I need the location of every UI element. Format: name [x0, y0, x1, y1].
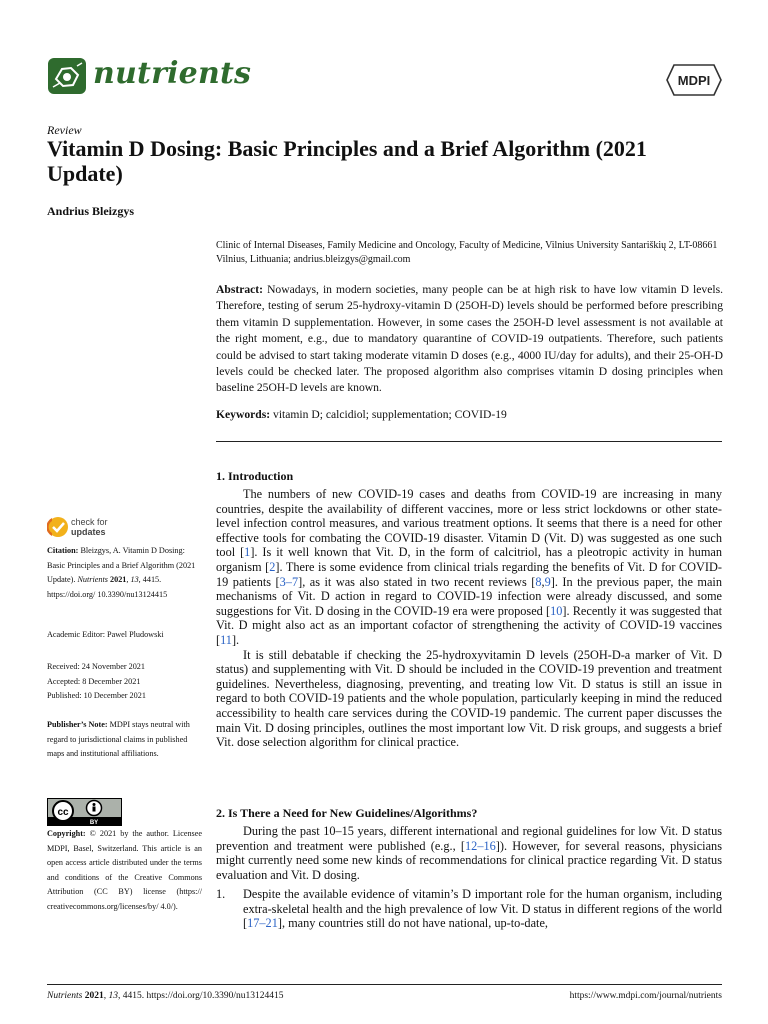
- section-heading-introduction: 1. Introduction: [216, 469, 294, 483]
- check-updates-icon: [47, 515, 69, 539]
- intro-paragraph-2: It is still debatable if checking the 25-hydroxyvitamin D levels (25OH-D-a marker of Vit. D status) and supplementing with Vit. D should be included in the COVID-19 prevention and treatment guidelines. Nevertheless, diagnosing, preventing, and treating low Vit. D status is still an issue in regard to both COVID-19 patients and the whole population, particularly keeping in mind the reduced accessibility to health care services during the COVID-19 pandemic. The current paper discusses the main Vit. D dosing principles, outlines the most important low Vit. D risk groups, and suggests a brief Vit. dose selection algorithm for clinical practice.: [216, 647, 722, 750]
- article-title: Vitamin D Dosing: Basic Principles and a Brief Algorithm (2021 Update): [47, 136, 647, 186]
- check-for-updates-button[interactable]: [47, 515, 142, 539]
- cc-by-icon: [48, 799, 121, 825]
- list-number: 1.: [216, 887, 226, 901]
- citation-link[interactable]: 3–7: [279, 574, 299, 589]
- svg-text:MDPI: MDPI: [677, 73, 711, 88]
- abstract-text: Nowadays, in modern societies, many people can be at high risk to have low vitamin D levels. Therefore, testing of serum 25-hydroxy-vitamin D (25OH-D) levels should be performed before prescribing them vitamin D supplementation. However, in some cases the 25OH-D level assessment is not available at the right moment, e.g., due to mandatory quarantine of COVID-19 outpatients. Therefore, such patients could be advised to start taking moderate vitamin D doses (e.g., 4000 IU/day for adults), and their 25-OH-D levels could be checked later. The proposed algorithm also comprises vitamin D dosing principles when baseline 25OH-D levels are known.: [216, 283, 723, 395]
- received-date: Received: 24 November 2021: [47, 662, 145, 671]
- published-date: Published: 10 December 2021: [47, 691, 146, 701]
- svg-text:BY: BY: [89, 820, 99, 825]
- footer-journal-url[interactable]: https://www.mdpi.com/journal/nutrients: [569, 991, 722, 1001]
- intro-paragraph-1: The numbers of new COVID-19 cases and deaths from COVID-19 are increasing in many countries, despite the availability of different vaccines, more or less strict lockdowns or other state-level infection control measures, and various treatment options. It seems that there is a need for other effective tools for combating the COVID-19 disaster. Vitamin D (Vit. D) was suggested as one such tool [1]. Is it well known that Vit. D, in the form of calcitriol, has a pleotropic activity in human organism [2]. There is some evidence from clinical trials regarding the benefits of Vit. D for COVID-19 patients [3–7], as it was also stated in two recent reviews [8,9]. In the previous paper, the main mechanisms of Vit. D action in regard to COVID-19 infection were already discussed, and some suggestions for Vit. D dosing in the COVID-19 era were proposed [10]. Recently it was suggested that Vit. D might also act as an important cofactor of strengthening the activity of COVID-19 vaccines [11].: [216, 487, 723, 647]
- journal-logo-icon: [47, 57, 87, 95]
- author-name: Andrius Bleizgys: [47, 204, 135, 218]
- list-item-text: Despite the available evidence of vitamin’s D important role for the human organism, including extra-skeletal health and the high prevalence of low Vit. D status in different regions of the world [17–21], many countries still do not have national, up-to-date,: [243, 887, 722, 931]
- footer-citation: Nutrients 2021, 13, 4415. https://doi.org/10.3390/nu13124415: [47, 991, 284, 1001]
- abstract-label: Abstract:: [216, 283, 264, 296]
- svg-text:cc: cc: [57, 807, 69, 818]
- citation-link[interactable]: 17–21: [247, 916, 278, 931]
- section-heading-guidelines: 2. Is There a Need for New Guidelines/Algorithms?: [216, 806, 478, 820]
- guidelines-body: [216, 824, 722, 882]
- article-type: Review: [47, 123, 82, 137]
- copyright-block: Copyright: © 2021 by the author. Licensee MDPI, Basel, Switzerland. This article is an open access article distributed under the terms and conditions of the Creative Commons Attribution (CC BY) license (https:// creativecommons.org/licenses/by/ 4.0/).: [47, 829, 203, 911]
- citation-link[interactable]: 2: [269, 559, 276, 574]
- numbered-list-item: [216, 887, 722, 931]
- citation-link[interactable]: 9: [544, 574, 551, 589]
- mdpi-logo-icon: [666, 63, 722, 97]
- keywords-label: Keywords:: [216, 408, 271, 421]
- citation-block: Citation: Bleizgys, A. Vitamin D Dosing: Basic Principles and a Brief Algorithm (2021 Update). Nutrients 2021, 13, 4415. https://doi.org/ 10.3390/nu13124415: [47, 546, 196, 599]
- journal-name: nutrients: [93, 56, 252, 91]
- citation-link[interactable]: 11: [220, 632, 232, 647]
- cc-license-badge[interactable]: [47, 798, 122, 826]
- check-updates-line1: check for: [71, 517, 108, 527]
- publisher-note: Publisher’s Note: MDPI stays neutral with regard to jurisdictional claims in published maps and institutional affiliations.: [47, 720, 190, 759]
- citation-link[interactable]: 10: [550, 603, 563, 618]
- citation-link[interactable]: 12–16: [465, 838, 496, 853]
- dates-block: [47, 660, 202, 704]
- citation-link[interactable]: 8: [535, 574, 542, 589]
- guidelines-paragraph-1: During the past 10–15 years, different international and regional guidelines for low Vit. D status prevention and treatment were published (e.g., [12–16]). However, for several reasons, physicians might currently need some new kinds of recommendations for clinical practice regarding Vit. D status evaluation and Vit. D dosing.: [216, 824, 722, 882]
- keywords: [216, 408, 723, 421]
- citation-link[interactable]: 1: [244, 545, 251, 560]
- abstract: [216, 282, 723, 397]
- divider: [216, 441, 722, 442]
- keywords-text: vitamin D; calcidiol; supplementation; COVID-19: [273, 408, 507, 421]
- check-updates-line2: updates: [71, 527, 106, 537]
- affiliation: Clinic of Internal Diseases, Family Medicine and Oncology, Faculty of Medicine, Vilnius University Santariškių 2, LT-08661 Vilnius, Lithuania; andrius.bleizgys@gmail.com: [216, 240, 718, 265]
- introduction-body: [216, 487, 722, 750]
- academic-editor: Academic Editor: Pawel Pludowski: [47, 630, 164, 639]
- accepted-date: Accepted: 8 December 2021: [47, 676, 141, 686]
- footer-divider: [47, 984, 722, 985]
